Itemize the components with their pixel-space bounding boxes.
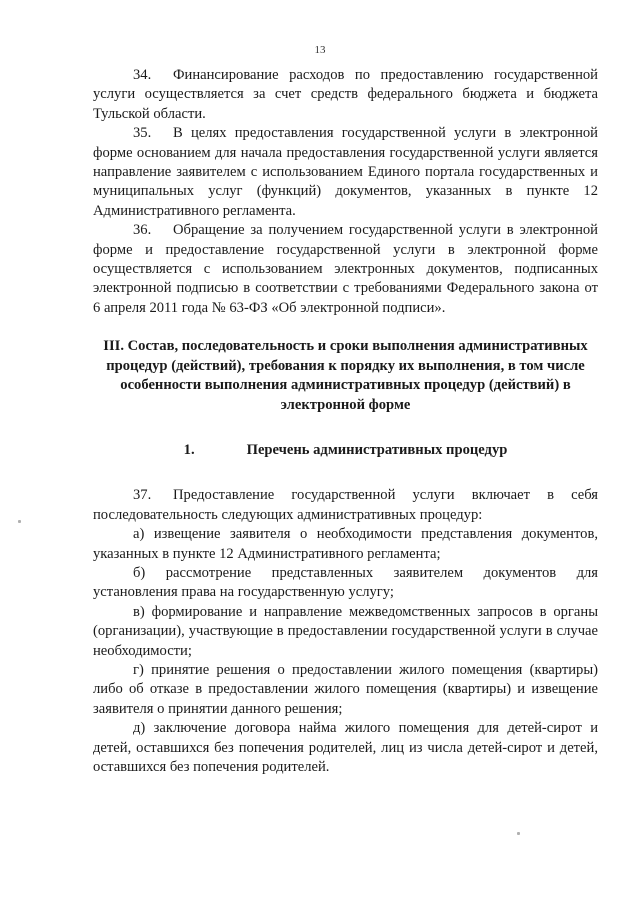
paragraph-text: Финансирование расходов по предоставлению государственной услуги осуществляется за счет средств федерального бюджета и бюджета Тульской области. xyxy=(93,67,598,122)
paragraph-35 xyxy=(93,124,598,221)
paragraph-number: 36. xyxy=(133,222,152,239)
list-item-a: а) извещение заявителя о необходимости представления документов, указанных в пункте 12 Административного регламента; xyxy=(93,526,598,562)
list-item-b: б) рассмотрение представленных заявителем документов для установления права на государственную услугу; xyxy=(93,564,598,601)
subsection-title: Перечень административных процедур xyxy=(246,441,508,458)
paragraph-number: 34. xyxy=(133,67,152,83)
paragraph-34 xyxy=(93,66,598,124)
paragraph-text: Предоставление государственной услуги включает в себя последовательность следующих административных процедур: xyxy=(93,487,598,523)
list-item-d: д) заключение договора найма жилого помещения для детей-сирот и детей, оставшихся без попечения родителей, лиц из числа детей-сирот и детей, оставшихся без попечения родителей. xyxy=(93,720,598,775)
paragraph-37 xyxy=(93,486,598,525)
list-item-g: г) принятие решения о предоставлении жилого помещения (квартиры) либо об отказе в предоставлении жилого помещения (квартиры) и извещение заявителя о принятии данного решения; xyxy=(93,661,598,717)
list-item-v: в) формирование и направление межведомственных запросов в органы (организации), участвующие в предоставлении государственной услуги в случае необходимости; xyxy=(93,603,598,659)
paragraph-number: 35. xyxy=(133,125,152,142)
subsection-heading xyxy=(93,441,598,460)
section-heading: III. Состав, последовательность и сроки выполнения административных процедур (действий), требования к порядку их выполнения, в том числе особенности выполнения административных процедур (действий) в электронной форме xyxy=(103,338,588,413)
paragraph-number: 37. xyxy=(133,487,152,504)
paragraph-text: Обращение за получением государственной услуги в электронной форме и предоставление государственной услуги в электронной форме осуществляется с использованием электронных документов, подписанных электронной подписью в соответствии с требованиями Федерального закона от 6 апреля 2011 года № 63-ФЗ «Об электронной подписи». xyxy=(93,222,598,316)
paragraph-text: В целях предоставления государственной услуги в электронной форме основанием для начала предоставления государственной услуги является направление заявителем с использованием Единого портала государственных и муниципальных услуг (функций) документов, указанных в пункте 12 Административного регламента. xyxy=(93,125,598,219)
subsection-number: 1. xyxy=(183,441,195,458)
paragraph-36 xyxy=(93,221,598,318)
scan-speck xyxy=(18,520,21,523)
scan-speck xyxy=(517,832,520,835)
page-number: 13 xyxy=(314,44,326,56)
document-body xyxy=(93,66,598,777)
